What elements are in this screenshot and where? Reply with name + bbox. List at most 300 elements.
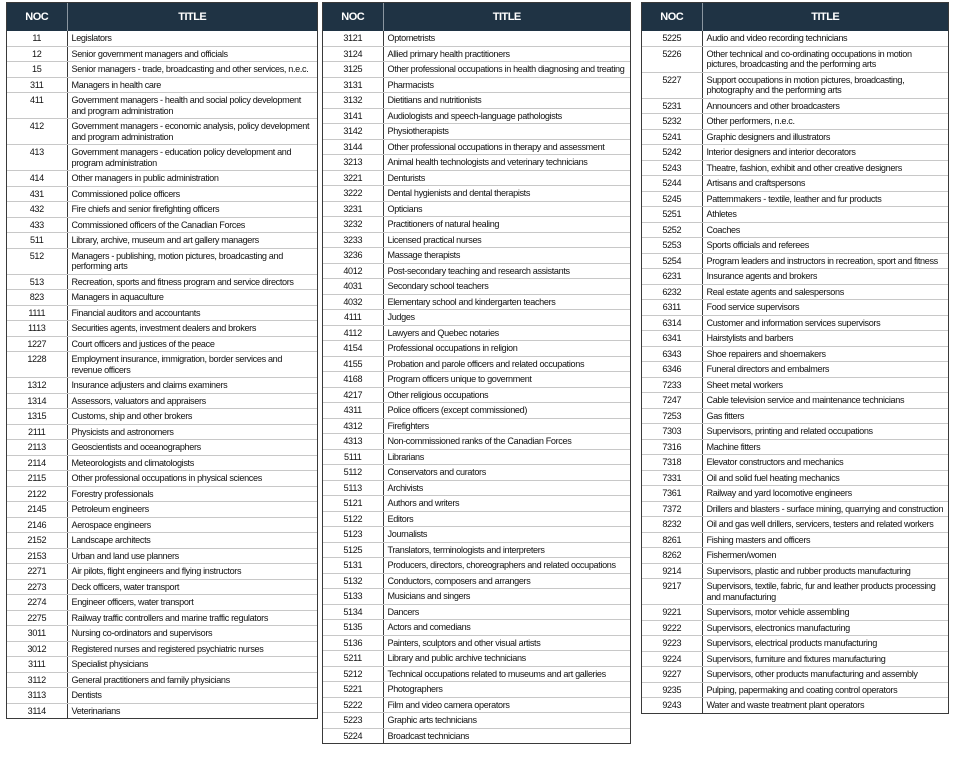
table-row (323, 279, 630, 295)
occupation-title-cell: Practitioners of natural healing (383, 217, 630, 233)
occupation-title-cell: Drillers and blasters - surface mining, quarrying and construction (702, 501, 948, 517)
noc-code-cell: 5242 (642, 145, 702, 161)
occupation-title-cell: Urban and land use planners (67, 548, 317, 564)
noc-code-cell: 6343 (642, 346, 702, 362)
occupation-title-cell: Recreation, sports and fitness program and service directors (67, 274, 317, 290)
table-row (642, 532, 948, 548)
noc-code-cell: 433 (7, 217, 67, 233)
noc-code-cell: 5113 (323, 480, 383, 496)
table-row (323, 403, 630, 419)
table-row (7, 440, 317, 456)
noc-code-cell: 4312 (323, 418, 383, 434)
occupation-title-cell: Forestry professionals (67, 486, 317, 502)
noc-code-cell: 2271 (7, 564, 67, 580)
table-row (642, 346, 948, 362)
noc-code-cell: 2275 (7, 610, 67, 626)
table-row (642, 377, 948, 393)
table-row (323, 62, 630, 78)
noc-code-cell: 7331 (642, 470, 702, 486)
table-row (642, 129, 948, 145)
table-row (642, 46, 948, 72)
noc-code-cell: 5227 (642, 72, 702, 98)
occupation-title-cell: Denturists (383, 170, 630, 186)
noc-code-cell: 9227 (642, 667, 702, 683)
table-row (323, 77, 630, 93)
noc-code-cell: 5254 (642, 253, 702, 269)
occupation-title-cell: Library, archive, museum and art gallery managers (67, 233, 317, 249)
occupation-title-cell: Deck officers, water transport (67, 579, 317, 595)
occupation-title-cell: Non-commissioned ranks of the Canadian Forces (383, 434, 630, 450)
noc-code-cell: 2115 (7, 471, 67, 487)
occupation-title-cell: Insurance adjusters and claims examiners (67, 378, 317, 394)
noc-table-column-3 (641, 2, 949, 714)
table-row (323, 496, 630, 512)
noc-code-cell: 8261 (642, 532, 702, 548)
occupation-title-cell: Probation and parole officers and related occupations (383, 356, 630, 372)
occupation-title-cell: Supervisors, plastic and rubber products manufacturing (702, 563, 948, 579)
noc-code-cell: 6346 (642, 362, 702, 378)
occupation-title-cell: Other professional occupations in health diagnosing and treating (383, 62, 630, 78)
table-row (323, 697, 630, 713)
table-row (7, 517, 317, 533)
table-row (7, 595, 317, 611)
table-row (7, 145, 317, 171)
occupation-title-cell: Audiologists and speech-language pathologists (383, 108, 630, 124)
noc-code-cell: 9235 (642, 682, 702, 698)
noc-code-cell: 9222 (642, 620, 702, 636)
table-row (642, 563, 948, 579)
table-header-row (323, 3, 630, 31)
occupation-title-cell: Securities agents, investment dealers and brokers (67, 321, 317, 337)
table-row (7, 610, 317, 626)
occupation-title-cell: Other professional occupations in physical sciences (67, 471, 317, 487)
noc-code-cell: 4217 (323, 387, 383, 403)
occupation-title-cell: Registered nurses and registered psychiatric nurses (67, 641, 317, 657)
noc-code-cell: 1113 (7, 321, 67, 337)
table-row (323, 232, 630, 248)
occupation-title-cell: Program officers unique to government (383, 372, 630, 388)
table-row (7, 378, 317, 394)
occupation-title-cell: Audio and video recording technicians (702, 31, 948, 46)
table-row (7, 424, 317, 440)
occupation-title-cell: Archivists (383, 480, 630, 496)
noc-code-cell: 7372 (642, 501, 702, 517)
table-row (7, 502, 317, 518)
table-row (323, 108, 630, 124)
occupation-title-cell: Supervisors, motor vehicle assembling (702, 605, 948, 621)
table-row (323, 573, 630, 589)
occupation-title-cell: Cable television service and maintenance technicians (702, 393, 948, 409)
table-row (642, 207, 948, 223)
noc-code-cell: 3132 (323, 93, 383, 109)
table-row (323, 449, 630, 465)
noc-code-cell: 2273 (7, 579, 67, 595)
occupation-title-cell: Optometrists (383, 31, 630, 46)
occupation-title-cell: Managers in aquaculture (67, 290, 317, 306)
occupation-title-cell: Support occupations in motion pictures, broadcasting, photography and the performing arts (702, 72, 948, 98)
noc-code-cell: 3232 (323, 217, 383, 233)
noc-code-cell: 2122 (7, 486, 67, 502)
occupation-title-cell: Other performers, n.e.c. (702, 114, 948, 130)
noc-code-cell: 3114 (7, 703, 67, 718)
noc-code-cell: 431 (7, 186, 67, 202)
occupation-title-cell: Massage therapists (383, 248, 630, 264)
occupation-title-cell: Secondary school teachers (383, 279, 630, 295)
table-row (7, 77, 317, 93)
occupation-title-cell: Announcers and other broadcasters (702, 98, 948, 114)
occupation-title-cell: Railway and yard locomotive engineers (702, 486, 948, 502)
noc-code-cell: 5226 (642, 46, 702, 72)
noc-table (323, 3, 630, 743)
noc-code-cell: 8262 (642, 548, 702, 564)
noc-code-cell: 15 (7, 62, 67, 78)
noc-code-cell: 5232 (642, 114, 702, 130)
table-row (7, 31, 317, 46)
occupation-title-cell: Other managers in public administration (67, 171, 317, 187)
occupation-title-cell: Dentists (67, 688, 317, 704)
table-row (7, 657, 317, 673)
occupation-title-cell: Animal health technologists and veterinary technicians (383, 155, 630, 171)
occupation-title-cell: Shoe repairers and shoemakers (702, 346, 948, 362)
table-row (642, 408, 948, 424)
occupation-title-cell: Broadcast technicians (387, 730, 470, 741)
table-row (323, 651, 630, 667)
occupation-title-cell: Water and waste treatment plant operators (706, 700, 865, 710)
noc-code-cell: 1111 (7, 305, 67, 321)
occupation-title-cell: Photographers (383, 682, 630, 698)
occupation-title-cell: Conductors, composers and arrangers (383, 573, 630, 589)
noc-code-cell: 5225 (642, 31, 702, 46)
occupation-title-cell: Air pilots, flight engineers and flying instructors (67, 564, 317, 580)
noc-code-cell: 5131 (323, 558, 383, 574)
occupation-title-cell: Graphic designers and illustrators (702, 129, 948, 145)
table-row (323, 170, 630, 186)
occupation-title-cell: Engineer officers, water transport (67, 595, 317, 611)
table-row (642, 439, 948, 455)
occupation-title-cell: Supervisors, electrical products manufacturing (702, 636, 948, 652)
noc-code-cell: 3144 (323, 139, 383, 155)
noc-code-cell: 5253 (642, 238, 702, 254)
noc-code-cell: 3121 (323, 31, 383, 46)
occupation-title-cell: Conservators and curators (383, 465, 630, 481)
table-row (642, 253, 948, 269)
table-row (323, 186, 630, 202)
table-row (323, 604, 630, 620)
table-row (323, 620, 630, 636)
occupation-title-cell: Authors and writers (383, 496, 630, 512)
table-row (642, 682, 948, 698)
noc-code-cell: 1228 (7, 352, 67, 378)
table-row (323, 666, 630, 682)
table-header-row (7, 3, 317, 31)
noc-table-column-1 (6, 2, 318, 719)
noc-code-cell: 3113 (7, 688, 67, 704)
noc-code-cell: 3222 (323, 186, 383, 202)
noc-code-cell: 9243 (642, 698, 702, 713)
table-row (642, 455, 948, 471)
noc-code-cell: 4155 (323, 356, 383, 372)
table-row (642, 605, 948, 621)
table-row (642, 362, 948, 378)
table-row (323, 46, 630, 62)
table-row (642, 620, 948, 636)
table-row (7, 455, 317, 471)
noc-code-cell: 412 (7, 119, 67, 145)
noc-code-cell: 5125 (323, 542, 383, 558)
table-row (642, 667, 948, 683)
occupation-title-cell: Firefighters (383, 418, 630, 434)
table-row (323, 93, 630, 109)
table-row (642, 698, 948, 713)
noc-code-cell: 5132 (323, 573, 383, 589)
table-row (7, 486, 317, 502)
table-row (323, 155, 630, 171)
noc-code-cell: 5111 (323, 449, 383, 465)
noc-code-cell: 3131 (323, 77, 383, 93)
occupation-title-cell: Elementary school and kindergarten teachers (383, 294, 630, 310)
occupation-title-cell: Customs, ship and other brokers (67, 409, 317, 425)
occupation-title-cell: Lawyers and Quebec notaries (383, 325, 630, 341)
noc-code-cell: 2113 (7, 440, 67, 456)
table-row (323, 635, 630, 651)
occupation-title-cell: Allied primary health practitioners (383, 46, 630, 62)
occupation-title-cell: Pulping, papermaking and coating control operators (702, 682, 948, 698)
occupation-title-cell: Police officers (except commissioned) (383, 403, 630, 419)
table-row (323, 682, 630, 698)
occupation-title-cell: Physicists and astronomers (67, 424, 317, 440)
noc-code-cell: 7316 (642, 439, 702, 455)
table-row (642, 424, 948, 440)
noc-code-cell: 3236 (323, 248, 383, 264)
occupation-title-cell: Musicians and singers (383, 589, 630, 605)
table-row (642, 72, 948, 98)
table-row (642, 176, 948, 192)
noc-code-cell: 5211 (323, 651, 383, 667)
noc-table (7, 3, 317, 718)
noc-code-cell: 6341 (642, 331, 702, 347)
occupation-title-cell: Landscape architects (67, 533, 317, 549)
noc-code-cell: 12 (7, 46, 67, 62)
noc-code-cell: 413 (7, 145, 67, 171)
table-row (323, 124, 630, 140)
noc-code-cell: 2145 (7, 502, 67, 518)
occupation-title-cell: Real estate agents and salespersons (702, 284, 948, 300)
occupation-title-cell: Patternmakers - textile, leather and fur products (702, 191, 948, 207)
table-row (7, 305, 317, 321)
occupation-title-cell: Food service supervisors (702, 300, 948, 316)
table-row (642, 548, 948, 564)
occupation-title-cell: Specialist physicians (67, 657, 317, 673)
noc-code-cell: 2146 (7, 517, 67, 533)
table-row (323, 527, 630, 543)
noc-code-cell: 4154 (323, 341, 383, 357)
noc-code-cell: 2153 (7, 548, 67, 564)
table-row (7, 186, 317, 202)
occupation-title-cell: Technical occupations related to museums and art galleries (383, 666, 630, 682)
table-row (642, 636, 948, 652)
noc-code-cell: 3142 (323, 124, 383, 140)
table-row (642, 501, 948, 517)
occupation-title-cell: Managers in health care (67, 77, 317, 93)
table-row (7, 352, 317, 378)
table-row (7, 202, 317, 218)
noc-code-cell: 4311 (323, 403, 383, 419)
noc-column-header: NOC (323, 3, 383, 31)
table-row (323, 139, 630, 155)
table-row (7, 579, 317, 595)
noc-code-cell: 3011 (7, 626, 67, 642)
noc-code-cell: 5112 (323, 465, 383, 481)
occupation-title-cell: Government managers - education policy development and program administration (67, 145, 317, 171)
noc-code-cell: 3111 (7, 657, 67, 673)
occupation-title-cell: Journalists (383, 527, 630, 543)
table-row (642, 300, 948, 316)
table-row (323, 294, 630, 310)
occupation-title-cell: Oil and solid fuel heating mechanics (702, 470, 948, 486)
table-row (642, 160, 948, 176)
noc-code-cell: 311 (7, 77, 67, 93)
table-row (7, 248, 317, 274)
occupation-title-cell: Other religious occupations (383, 387, 630, 403)
noc-code-cell: 511 (7, 233, 67, 249)
table-row (323, 465, 630, 481)
occupation-title-cell: Machine fitters (702, 439, 948, 455)
noc-code-cell: 4012 (323, 263, 383, 279)
occupation-title-cell: Graphic arts technicians (383, 713, 630, 729)
noc-code-cell: 2152 (7, 533, 67, 549)
occupation-title-cell: Theatre, fashion, exhibit and other creative designers (702, 160, 948, 176)
table-row (7, 290, 317, 306)
noc-column-header: NOC (642, 3, 702, 31)
occupation-title-cell: Senior government managers and officials (67, 46, 317, 62)
occupation-title-cell: Customer and information services supervisors (702, 315, 948, 331)
table-row (7, 274, 317, 290)
noc-code-cell: 8232 (642, 517, 702, 533)
table-row (7, 233, 317, 249)
noc-code-cell: 5136 (323, 635, 383, 651)
table-row (7, 46, 317, 62)
occupation-title-cell: Supervisors, electronics manufacturing (702, 620, 948, 636)
noc-code-cell: 3231 (323, 201, 383, 217)
occupation-title-cell: Fishermen/women (702, 548, 948, 564)
noc-code-cell: 9223 (642, 636, 702, 652)
occupation-title-cell: Licensed practical nurses (383, 232, 630, 248)
occupation-title-cell: Railway traffic controllers and marine traffic regulators (67, 610, 317, 626)
noc-code-cell: 3141 (323, 108, 383, 124)
table-row (642, 31, 948, 46)
table-row (323, 511, 630, 527)
occupation-title-cell: Government managers - economic analysis, policy development and program administration (67, 119, 317, 145)
table-row (7, 93, 317, 119)
table-row (7, 62, 317, 78)
noc-code-cell: 5224 (323, 728, 383, 743)
noc-code-cell: 4313 (323, 434, 383, 450)
noc-code-cell: 3221 (323, 170, 383, 186)
noc-code-cell: 9221 (642, 605, 702, 621)
table-row (642, 269, 948, 285)
table-row (7, 119, 317, 145)
occupation-title-cell: Supervisors, textile, fabric, fur and leather products processing and manufacturing (702, 579, 948, 605)
occupation-title-cell: Library and public archive technicians (383, 651, 630, 667)
noc-code-cell: 5222 (323, 697, 383, 713)
noc-code-cell: 4111 (323, 310, 383, 326)
table-row (323, 356, 630, 372)
noc-code-cell: 2274 (7, 595, 67, 611)
occupation-title-cell: Program leaders and instructors in recreation, sport and fitness (702, 253, 948, 269)
occupation-title-cell: Film and video camera operators (383, 697, 630, 713)
noc-code-cell: 4032 (323, 294, 383, 310)
table-row (323, 310, 630, 326)
noc-code-cell: 1227 (7, 336, 67, 352)
noc-code-cell: 1314 (7, 393, 67, 409)
title-column-header: TITLE (67, 3, 317, 31)
occupation-title-cell: Assessors, valuators and appraisers (67, 393, 317, 409)
occupation-title-cell: Artisans and craftspersons (702, 176, 948, 192)
noc-code-cell: 7247 (642, 393, 702, 409)
occupation-title-cell: Employment insurance, immigration, border services and revenue officers (67, 352, 317, 378)
occupation-title-cell: Legislators (67, 31, 317, 46)
noc-code-cell: 4168 (323, 372, 383, 388)
occupation-title-cell: Senior managers - trade, broadcasting and other services, n.e.c. (67, 62, 317, 78)
occupation-title-cell: Oil and gas well drillers, servicers, testers and related workers (702, 517, 948, 533)
table-row (323, 263, 630, 279)
noc-code-cell: 9217 (642, 579, 702, 605)
noc-code-cell: 5244 (642, 176, 702, 192)
occupation-title-cell: Opticians (383, 201, 630, 217)
occupation-title-cell: Gas fitters (702, 408, 948, 424)
occupation-title-cell: Librarians (383, 449, 630, 465)
table-row (642, 393, 948, 409)
noc-code-cell: 7233 (642, 377, 702, 393)
table-row (7, 533, 317, 549)
occupation-title-cell: Court officers and justices of the peace (67, 336, 317, 352)
occupation-title-cell: Insurance agents and brokers (702, 269, 948, 285)
noc-code-cell: 6231 (642, 269, 702, 285)
noc-code-cell: 5241 (642, 129, 702, 145)
noc-code-cell: 2111 (7, 424, 67, 440)
title-column-header: TITLE (702, 3, 948, 31)
occupation-title-cell: Managers - publishing, motion pictures, broadcasting and performing arts (67, 248, 317, 274)
table-row (323, 387, 630, 403)
occupation-title-cell: Nursing co-ordinators and supervisors (67, 626, 317, 642)
occupation-title-cell: Fire chiefs and senior firefighting officers (67, 202, 317, 218)
table-row (642, 238, 948, 254)
table-row (642, 98, 948, 114)
noc-code-cell: 5123 (323, 527, 383, 543)
noc-code-cell: 5245 (642, 191, 702, 207)
noc-code-cell: 2114 (7, 455, 67, 471)
noc-code-cell: 3124 (323, 46, 383, 62)
occupation-title-cell: Supervisors, other products manufacturing and assembly (702, 667, 948, 683)
noc-code-cell: 9214 (642, 563, 702, 579)
table-row (7, 548, 317, 564)
table-row (642, 315, 948, 331)
noc-code-cell: 414 (7, 171, 67, 187)
table-row (642, 145, 948, 161)
table-row (7, 321, 317, 337)
table-row (642, 651, 948, 667)
noc-code-cell: 6232 (642, 284, 702, 300)
noc-code-cell: 5133 (323, 589, 383, 605)
occupation-title-cell: Coaches (702, 222, 948, 238)
occupation-title-cell: General practitioners and family physicians (67, 672, 317, 688)
table-row (7, 217, 317, 233)
table-row (642, 191, 948, 207)
occupation-title-cell: Editors (383, 511, 630, 527)
table-row (323, 713, 630, 729)
occupation-title-cell: Dental hygienists and dental therapists (383, 186, 630, 202)
occupation-title-cell: Translators, terminologists and interpreters (383, 542, 630, 558)
